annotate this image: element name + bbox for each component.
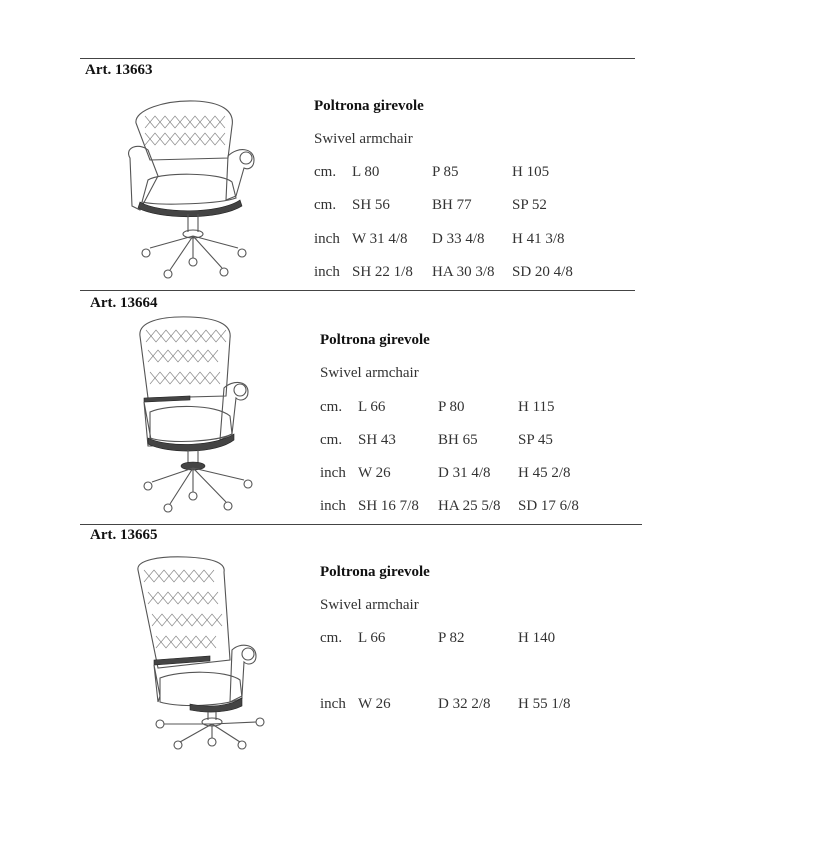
dimension-value: L 66 bbox=[358, 399, 386, 415]
unit-label: inch bbox=[320, 465, 346, 481]
product-name-it: Poltrona girevole bbox=[320, 564, 430, 580]
dimension-value: P 82 bbox=[438, 630, 465, 646]
product-name-en: Swivel armchair bbox=[314, 131, 413, 147]
unit-label: inch bbox=[320, 498, 346, 514]
product-name-it: Poltrona girevole bbox=[314, 98, 424, 114]
article-number: Art. 13664 bbox=[90, 295, 158, 311]
chair-illustration bbox=[120, 98, 270, 280]
article-number: Art. 13663 bbox=[85, 62, 153, 78]
dimension-value: H 55 1/8 bbox=[518, 696, 571, 712]
dimension-value: SH 16 7/8 bbox=[358, 498, 419, 514]
dimension-value: H 105 bbox=[512, 164, 550, 180]
dimension-value: SH 22 1/8 bbox=[352, 264, 413, 280]
dimension-value: BH 77 bbox=[432, 197, 472, 213]
dimension-value: L 66 bbox=[358, 630, 386, 646]
dimension-value: H 140 bbox=[518, 630, 556, 646]
dimension-value: D 32 2/8 bbox=[438, 696, 491, 712]
dimension-value: SD 20 4/8 bbox=[512, 264, 573, 280]
product-name-en: Swivel armchair bbox=[320, 597, 419, 613]
chair-illustration bbox=[130, 556, 270, 750]
dimension-value: SH 56 bbox=[352, 197, 390, 213]
dimension-value: HA 25 5/8 bbox=[438, 498, 501, 514]
product-name-en: Swivel armchair bbox=[320, 365, 419, 381]
dimension-value: P 85 bbox=[432, 164, 459, 180]
unit-label: inch bbox=[320, 696, 346, 712]
dimension-value: H 115 bbox=[518, 399, 555, 415]
unit-label: cm. bbox=[320, 432, 343, 448]
unit-label: inch bbox=[314, 264, 340, 280]
unit-label: cm. bbox=[314, 164, 337, 180]
dimension-value: SP 52 bbox=[512, 197, 547, 213]
dimension-value: D 31 4/8 bbox=[438, 465, 491, 481]
product-name-it: Poltrona girevole bbox=[320, 332, 430, 348]
unit-label: cm. bbox=[320, 630, 343, 646]
section-divider bbox=[80, 290, 635, 291]
dimension-value: H 41 3/8 bbox=[512, 231, 565, 247]
dimension-value: SD 17 6/8 bbox=[518, 498, 579, 514]
dimension-value: SH 43 bbox=[358, 432, 396, 448]
dimension-value: D 33 4/8 bbox=[432, 231, 485, 247]
dimension-value: SP 45 bbox=[518, 432, 553, 448]
dimension-value: W 26 bbox=[358, 465, 391, 481]
dimension-value: L 80 bbox=[352, 164, 380, 180]
dimension-value: BH 65 bbox=[438, 432, 478, 448]
section-divider bbox=[80, 524, 642, 525]
dimension-value: W 31 4/8 bbox=[352, 231, 408, 247]
section-divider bbox=[80, 58, 635, 59]
article-number: Art. 13665 bbox=[90, 527, 158, 543]
dimension-value: W 26 bbox=[358, 696, 391, 712]
unit-label: cm. bbox=[314, 197, 337, 213]
dimension-value: HA 30 3/8 bbox=[432, 264, 495, 280]
unit-label: cm. bbox=[320, 399, 343, 415]
dimension-value: P 80 bbox=[438, 399, 465, 415]
chair-illustration bbox=[120, 316, 270, 516]
dimension-value: H 45 2/8 bbox=[518, 465, 571, 481]
unit-label: inch bbox=[314, 231, 340, 247]
